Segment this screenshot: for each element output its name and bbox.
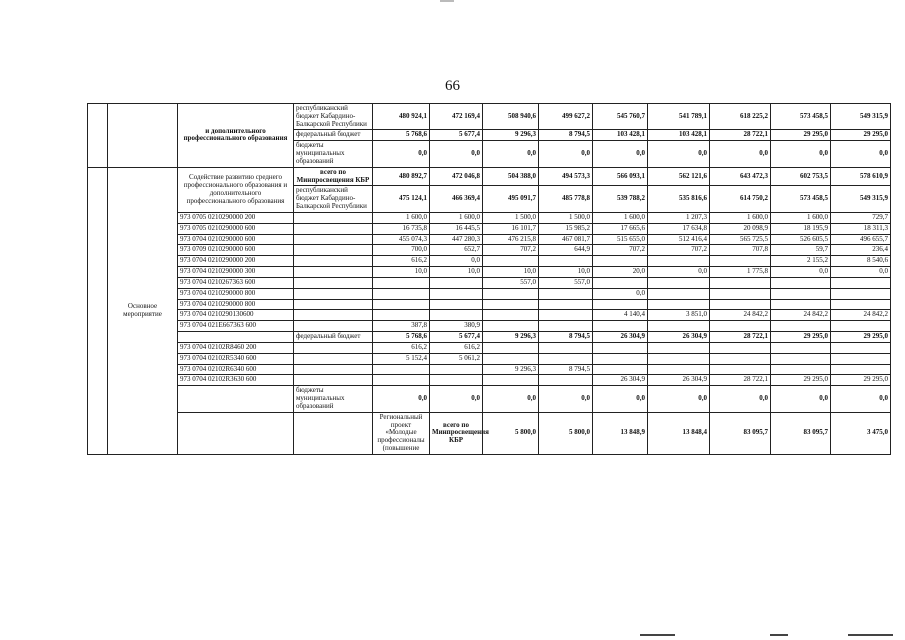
table-row <box>88 267 891 278</box>
table-cell: 0,0 <box>593 141 648 167</box>
table-cell: 475 124,1 <box>373 186 430 212</box>
table-row <box>88 234 891 245</box>
table-cell <box>294 364 373 375</box>
table-cell: 0,0 <box>771 267 831 278</box>
table-cell: 0,0 <box>771 386 831 412</box>
table-cell: 3 475,0 <box>831 412 891 454</box>
table-cell <box>483 375 539 386</box>
table-cell: 83 095,7 <box>710 412 771 454</box>
table-cell: 0,0 <box>373 386 430 412</box>
table-cell: 616,2 <box>373 342 430 353</box>
table-cell: 707,2 <box>648 245 710 256</box>
table-cell <box>294 212 373 223</box>
table-cell <box>108 104 178 168</box>
table-cell <box>831 288 891 299</box>
table-cell: 539 788,2 <box>593 186 648 212</box>
table-row <box>88 277 891 288</box>
table-cell: 103 428,1 <box>593 130 648 141</box>
table-cell: 16 445,5 <box>430 223 483 234</box>
table-cell: 0,0 <box>483 386 539 412</box>
table-cell: 5 061,2 <box>430 353 483 364</box>
table-cell: 2 155,2 <box>771 256 831 267</box>
table-cell: 973 0704 02102R8460 200 <box>178 342 294 353</box>
table-cell: бюджеты муниципальных образований <box>294 386 373 412</box>
table-cell: 380,9 <box>430 321 483 332</box>
table-cell: 28 722,1 <box>710 375 771 386</box>
table-cell: 0,0 <box>831 267 891 278</box>
table-cell: 0,0 <box>648 386 710 412</box>
table-cell: 973 0704 02102R5340 600 <box>178 353 294 364</box>
table-row <box>88 353 891 364</box>
table-cell: 29 295,0 <box>771 375 831 386</box>
table-cell <box>483 256 539 267</box>
table-cell: 562 121,6 <box>648 167 710 186</box>
table-cell: 707,2 <box>483 245 539 256</box>
table-cell <box>831 353 891 364</box>
table-cell <box>539 256 593 267</box>
table-cell: 541 789,1 <box>648 104 710 130</box>
table-cell: 496 655,7 <box>831 234 891 245</box>
table-cell <box>430 299 483 310</box>
table-cell: 973 0704 0210290000 200 <box>178 256 294 267</box>
table-cell: 0,0 <box>483 141 539 167</box>
table-cell <box>430 364 483 375</box>
table-cell: 973 0704 02102R6340 600 <box>178 364 294 375</box>
table-cell <box>178 412 294 454</box>
table-cell: 83 095,7 <box>771 412 831 454</box>
table-cell <box>294 234 373 245</box>
table-cell: 5 768,6 <box>373 332 430 343</box>
table-cell: 494 573,3 <box>539 167 593 186</box>
table-cell: 0,0 <box>593 288 648 299</box>
table-cell <box>430 277 483 288</box>
table-cell: республиканский бюджет Кабардино-Балкарской Республики <box>294 186 373 212</box>
table-cell: 29 295,0 <box>771 130 831 141</box>
table-cell: 565 725,5 <box>710 234 771 245</box>
table-cell: Содействие развитию среднего профессионального образования и дополнительного профессионального образования <box>178 167 294 212</box>
page-number: 66 <box>445 78 460 94</box>
table-cell <box>831 299 891 310</box>
table-cell <box>294 321 373 332</box>
table-cell: 8 794,5 <box>539 332 593 343</box>
table-cell <box>771 364 831 375</box>
table-cell: 973 0704 0210290000 600 <box>178 234 294 245</box>
table-cell <box>831 364 891 375</box>
table-cell <box>771 288 831 299</box>
table-cell <box>539 288 593 299</box>
table-cell: 573 458,5 <box>771 104 831 130</box>
table-row <box>88 332 891 343</box>
table-cell: 973 0709 0210290000 600 <box>178 245 294 256</box>
table-cell <box>710 277 771 288</box>
table-cell: 0,0 <box>771 141 831 167</box>
table-cell: 472 169,4 <box>430 104 483 130</box>
table-cell: 18 195,9 <box>771 223 831 234</box>
table-cell: и дополнительного профессионального образования <box>178 104 294 168</box>
table-cell: 447 280,3 <box>430 234 483 245</box>
table-cell: 973 0704 0210267363 600 <box>178 277 294 288</box>
table-cell: 1 775,8 <box>710 267 771 278</box>
table-cell: 1 600,0 <box>430 212 483 223</box>
table-cell <box>539 375 593 386</box>
table-cell <box>373 310 430 321</box>
table-cell: 18 311,3 <box>831 223 891 234</box>
table-cell <box>831 321 891 332</box>
table-cell: 466 369,4 <box>430 186 483 212</box>
table-cell: 0,0 <box>373 141 430 167</box>
table-cell: Основное мероприятие <box>108 167 178 454</box>
table-cell: 557,0 <box>483 277 539 288</box>
table-cell: 387,8 <box>373 321 430 332</box>
table-cell: 652,7 <box>430 245 483 256</box>
table-row <box>88 299 891 310</box>
table-cell: 5 800,0 <box>483 412 539 454</box>
table-cell: 549 315,9 <box>831 186 891 212</box>
table-row <box>88 375 891 386</box>
table-cell <box>831 277 891 288</box>
table-row <box>88 104 891 130</box>
table-cell: 616,2 <box>373 256 430 267</box>
table-cell: 3 851,0 <box>648 310 710 321</box>
table-cell: 602 753,5 <box>771 167 831 186</box>
table-cell <box>710 342 771 353</box>
table-cell: 485 778,8 <box>539 186 593 212</box>
table-cell: 59,7 <box>771 245 831 256</box>
table-cell <box>88 167 108 454</box>
table-cell <box>373 288 430 299</box>
table-row <box>88 364 891 375</box>
table-cell <box>710 256 771 267</box>
table-cell: 20,0 <box>593 267 648 278</box>
table-cell <box>483 342 539 353</box>
table-cell: 5 800,0 <box>539 412 593 454</box>
table-cell: 1 500,0 <box>483 212 539 223</box>
table-cell <box>178 386 294 412</box>
table-cell <box>483 321 539 332</box>
table-cell: 455 074,3 <box>373 234 430 245</box>
table-cell: 495 091,7 <box>483 186 539 212</box>
table-cell: 28 722,1 <box>710 332 771 343</box>
table-cell: 15 985,2 <box>539 223 593 234</box>
table-cell: 10,0 <box>539 267 593 278</box>
table-row <box>88 223 891 234</box>
table-cell: 707,8 <box>710 245 771 256</box>
table-cell <box>593 364 648 375</box>
table-cell <box>710 353 771 364</box>
table-cell <box>483 310 539 321</box>
table-cell <box>373 375 430 386</box>
table-cell: 973 0704 0210290130600 <box>178 310 294 321</box>
table-row <box>88 212 891 223</box>
table-cell: 0,0 <box>710 386 771 412</box>
table-cell: 0,0 <box>430 386 483 412</box>
table-cell <box>430 310 483 321</box>
table-cell: 9 296,3 <box>483 332 539 343</box>
table-row <box>88 167 891 186</box>
table-cell: 29 295,0 <box>831 332 891 343</box>
table-cell <box>648 342 710 353</box>
table-cell: 512 416,4 <box>648 234 710 245</box>
table-cell <box>178 332 294 343</box>
table-cell: 707,2 <box>593 245 648 256</box>
table-cell <box>593 353 648 364</box>
table-cell: 1 600,0 <box>710 212 771 223</box>
table-cell: 526 605,5 <box>771 234 831 245</box>
table-cell: 17 665,6 <box>593 223 648 234</box>
table-cell <box>539 353 593 364</box>
table-cell: 103 428,1 <box>648 130 710 141</box>
table-cell: 29 295,0 <box>771 332 831 343</box>
scan-artifact <box>640 634 675 636</box>
table-cell: 26 304,9 <box>648 332 710 343</box>
table-cell: 8 794,5 <box>539 130 593 141</box>
table-cell: 10,0 <box>373 267 430 278</box>
table-cell: 545 760,7 <box>593 104 648 130</box>
table-row <box>88 288 891 299</box>
table-cell: 618 225,2 <box>710 104 771 130</box>
table-cell: всего по Минпросвещения КБР <box>294 167 373 186</box>
table-cell: 515 655,0 <box>593 234 648 245</box>
table-cell: 13 848,4 <box>648 412 710 454</box>
table-cell: 700,0 <box>373 245 430 256</box>
table-cell: 28 722,1 <box>710 130 771 141</box>
table-row <box>88 321 891 332</box>
table-cell: федеральный бюджет <box>294 332 373 343</box>
table-cell: 578 610,9 <box>831 167 891 186</box>
scan-artifact <box>440 0 454 2</box>
table-row <box>88 256 891 267</box>
table-cell: 24 842,2 <box>710 310 771 321</box>
table-cell: 557,0 <box>539 277 593 288</box>
table-cell: 973 0704 021E667363 600 <box>178 321 294 332</box>
table-cell: 480 892,7 <box>373 167 430 186</box>
table-cell <box>710 364 771 375</box>
table-cell <box>593 299 648 310</box>
table-cell: 1 500,0 <box>539 212 593 223</box>
table-cell: 729,7 <box>831 212 891 223</box>
table-cell <box>710 299 771 310</box>
table-row <box>88 245 891 256</box>
table-cell: 24 842,2 <box>831 310 891 321</box>
table-cell <box>88 104 108 168</box>
table-cell: 26 304,9 <box>593 375 648 386</box>
table-cell <box>771 342 831 353</box>
table-cell: бюджеты муниципальных образований <box>294 141 373 167</box>
table-cell: 0,0 <box>648 267 710 278</box>
table-cell: 0,0 <box>539 141 593 167</box>
table-cell <box>648 299 710 310</box>
table-row <box>88 412 891 454</box>
table-cell: 973 0705 0210290000 600 <box>178 223 294 234</box>
table-cell: 0,0 <box>831 386 891 412</box>
table-cell <box>294 288 373 299</box>
table-cell <box>539 299 593 310</box>
table-cell: 472 046,8 <box>430 167 483 186</box>
table-cell <box>648 353 710 364</box>
table-cell: 644,9 <box>539 245 593 256</box>
table-cell <box>710 288 771 299</box>
table-cell: 1 600,0 <box>373 212 430 223</box>
table-cell: 5 677,4 <box>430 130 483 141</box>
table-cell <box>593 321 648 332</box>
table-cell: 476 215,8 <box>483 234 539 245</box>
table-cell: 29 295,0 <box>831 130 891 141</box>
table-cell: 16 101,7 <box>483 223 539 234</box>
table-cell: 236,4 <box>831 245 891 256</box>
table-cell: 0,0 <box>430 256 483 267</box>
table-row <box>88 342 891 353</box>
table-cell: 8 794,5 <box>539 364 593 375</box>
table-cell: 5 152,4 <box>373 353 430 364</box>
table-cell: Региональный проект «Молодые профессионалы (повышение <box>373 412 430 454</box>
table-cell <box>593 256 648 267</box>
table-cell <box>831 342 891 353</box>
table-cell: 16 735,8 <box>373 223 430 234</box>
table-cell: 616,2 <box>430 342 483 353</box>
table-cell: 973 0704 02102R3630 600 <box>178 375 294 386</box>
table-cell <box>294 299 373 310</box>
table-cell: 0,0 <box>648 141 710 167</box>
table-cell <box>430 375 483 386</box>
table-cell: 20 098,9 <box>710 223 771 234</box>
table-cell: 0,0 <box>593 386 648 412</box>
table-cell: 5 677,4 <box>430 332 483 343</box>
table-cell: 499 627,2 <box>539 104 593 130</box>
budget-table <box>87 103 891 455</box>
table-cell: 480 924,1 <box>373 104 430 130</box>
table-cell: 26 304,9 <box>648 375 710 386</box>
table-cell: 566 093,1 <box>593 167 648 186</box>
table-cell <box>648 288 710 299</box>
table-cell <box>539 321 593 332</box>
table-cell <box>710 321 771 332</box>
table-cell: 614 750,2 <box>710 186 771 212</box>
table-cell <box>483 299 539 310</box>
table-cell <box>648 364 710 375</box>
table-cell: 26 304,9 <box>593 332 648 343</box>
table-cell <box>593 342 648 353</box>
table-cell: 29 295,0 <box>831 375 891 386</box>
table-cell: 1 600,0 <box>593 212 648 223</box>
table-cell: 5 768,6 <box>373 130 430 141</box>
scan-artifact <box>770 634 788 636</box>
table-cell: 1 207,3 <box>648 212 710 223</box>
table-cell: 573 458,5 <box>771 186 831 212</box>
table-cell: всего по Минпросвещения КБР <box>430 412 483 454</box>
table-cell: 17 634,8 <box>648 223 710 234</box>
table-cell: 8 540,6 <box>831 256 891 267</box>
table-row <box>88 310 891 321</box>
table-cell <box>539 310 593 321</box>
table-cell: республиканский бюджет Кабардино-Балкарской Республики <box>294 104 373 130</box>
table-cell: 13 848,9 <box>593 412 648 454</box>
table-cell: 4 140,4 <box>593 310 648 321</box>
table-cell <box>771 299 831 310</box>
table-cell: 508 940,6 <box>483 104 539 130</box>
table-row <box>88 386 891 412</box>
table-cell <box>771 277 831 288</box>
table-cell: 973 0705 0210290000 200 <box>178 212 294 223</box>
table-cell <box>593 277 648 288</box>
table-cell: 504 388,0 <box>483 167 539 186</box>
table-cell <box>483 288 539 299</box>
table-cell: 9 296,3 <box>483 130 539 141</box>
table-cell: 973 0704 0210290000 800 <box>178 288 294 299</box>
table-cell <box>648 321 710 332</box>
table-cell <box>294 375 373 386</box>
scan-artifact <box>848 634 893 636</box>
table-cell <box>294 412 373 454</box>
table-cell: 0,0 <box>430 141 483 167</box>
table-cell <box>294 310 373 321</box>
table-cell: 1 600,0 <box>771 212 831 223</box>
table-cell <box>294 353 373 364</box>
table-cell <box>294 256 373 267</box>
table-cell <box>648 277 710 288</box>
table-cell <box>294 267 373 278</box>
table-cell <box>373 277 430 288</box>
table-cell: 0,0 <box>539 386 593 412</box>
table-cell <box>771 353 831 364</box>
table-cell <box>294 223 373 234</box>
table-cell: 549 315,9 <box>831 104 891 130</box>
table-cell: 973 0704 0210290000 800 <box>178 299 294 310</box>
table-cell <box>373 299 430 310</box>
table-cell: 973 0704 0210290000 300 <box>178 267 294 278</box>
table-cell <box>483 353 539 364</box>
table-cell <box>771 321 831 332</box>
table-cell: федеральный бюджет <box>294 130 373 141</box>
table-cell: 0,0 <box>831 141 891 167</box>
table-cell <box>294 342 373 353</box>
table-cell: 10,0 <box>430 267 483 278</box>
table-cell: 643 472,3 <box>710 167 771 186</box>
table-cell: 0,0 <box>710 141 771 167</box>
table-cell <box>539 342 593 353</box>
table-cell: 467 081,7 <box>539 234 593 245</box>
table-cell: 24 842,2 <box>771 310 831 321</box>
table-cell: 9 296,3 <box>483 364 539 375</box>
table-cell <box>430 288 483 299</box>
table-cell <box>648 256 710 267</box>
table-cell <box>294 245 373 256</box>
table-cell: 10,0 <box>483 267 539 278</box>
table-cell <box>294 277 373 288</box>
table-cell <box>373 364 430 375</box>
table-cell: 535 816,6 <box>648 186 710 212</box>
